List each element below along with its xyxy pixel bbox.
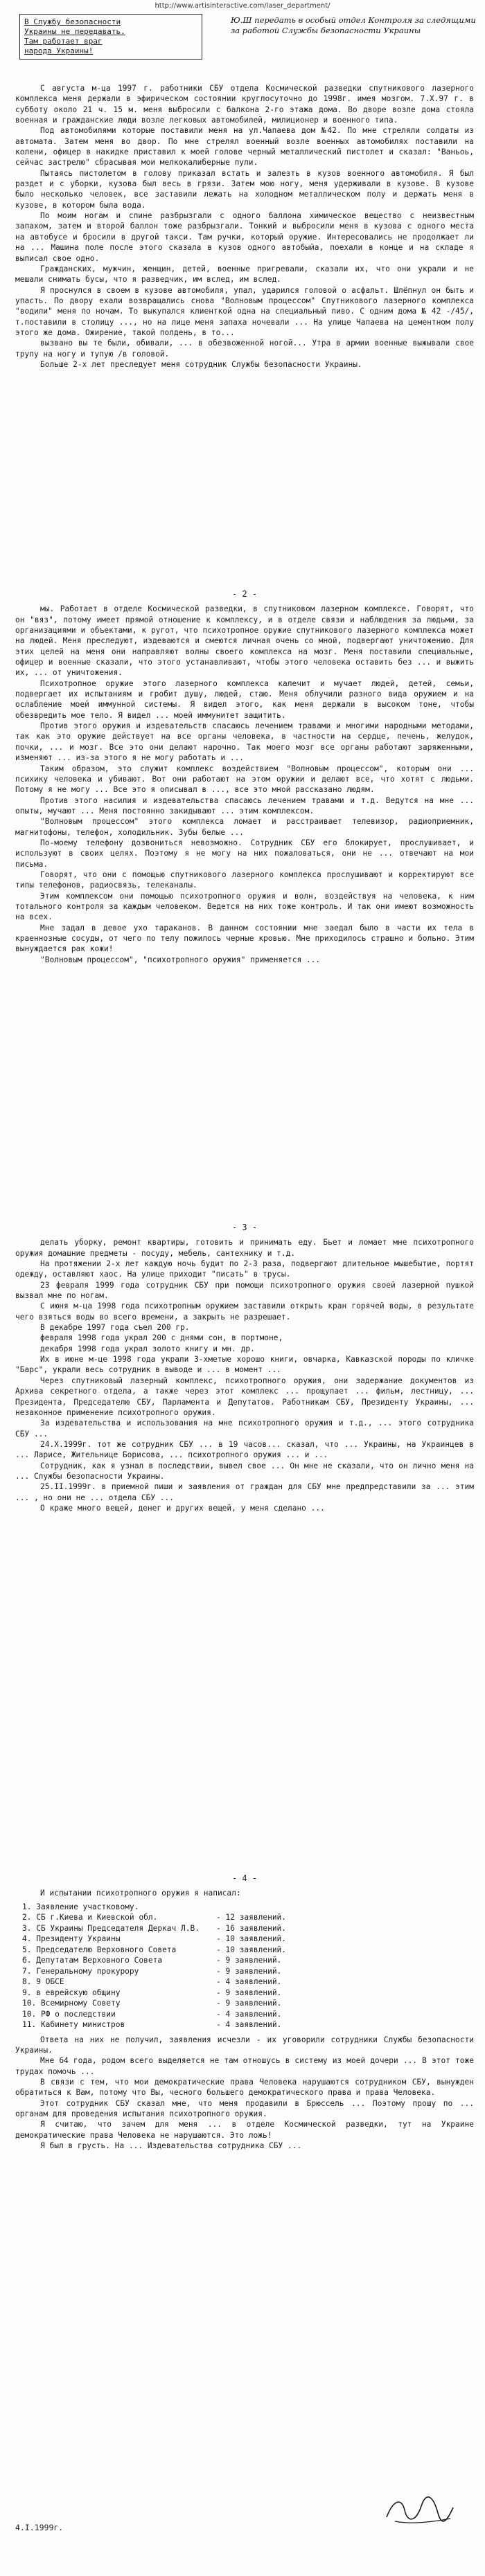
recipient-list: [22, 1902, 474, 2030]
paragraph: С июня м-ца 1998 года психотропным оружием заставили открыть кран горячей воды, в результате чего взяться воды во всего времени, а закрыть не разрешает.: [15, 1301, 474, 1322]
box-line: Украины не передавать.: [24, 27, 125, 36]
handwritten-note: Ю.Ш передать в особый отдел Контроля за следящими за работой Службы безопасности Украины: [231, 15, 476, 35]
paragraph: делать уборку, ремонт квартиры, готовить и принимать еду. Бьет и ломает мне психотропного оружия домашние предметы - посуду, мебель, сантехнику и т.д.: [15, 1238, 474, 1258]
list-item-count: - 4 заявлений.: [216, 2020, 282, 2030]
paragraph: О краже много вещей, денег и других вещей, у меня сделано ...: [40, 1503, 325, 1513]
list-item-name: 10. Всемирному Совету: [22, 1999, 121, 2008]
list-item-name: 2. СБ г.Киева и Киевской обл.: [22, 1913, 158, 1922]
page-1: [15, 83, 474, 370]
paragraph: Говорят, что они с помощью спутникового лазерного комплекса прослушивают и корректируют все типы телефонов, радиосвязь, телеканалы.: [15, 870, 474, 890]
paragraph: Гражданских, мужчин, женщин, детей, военные пригревали, сказали их, что они украли и не мешали снимать бусы, что я разведчик, им вслед, им вслед.: [15, 264, 474, 285]
page-4: [15, 1869, 474, 2151]
list-item-count: - 4 заявлений.: [216, 1977, 282, 1987]
paragraph: мы. Работает в отделе Космической разведки, в спутниковом лазерном комплексе. Говорят, что он "вяз", потому имеет прямой отношение к комплексу, и в отделе связи и наблюдения за людьми, за организациями и объектами, к ругот, что психотропное оружие спутникового лазерного комплекса может на людей. Меня преследуют, издеваются и смеются личная очень со мной, подвергают уничтожению. Для этих целей на меня они направляют волны своего комплекса на мозг. Меня поставили специальные, офицер и военные сказали, что этого устанавливают, чтобы этого человека оставить без ... и выжить их, ... от уничтожения.: [15, 604, 474, 678]
paragraph: Через спутниковый лазерный комплекс, психотропного оружия, они задержание документов из Архива секретного отдела, а также через этот комплекс ... прощупает ... фильм, лестницу, ... Президента, Председателю СБУ, Парламента и Депутатов. Работникам СБУ, Президенту Украины, ... незаконное применение психотропного оружия.: [15, 1376, 474, 1417]
list-item-count: - 9 заявлений.: [216, 1956, 282, 1965]
paragraph: Я проснулся в своем в кузове автомобиля, упал, ударился головой о асфальт. Шлёпнул он быть и упасть. По двору ехали возвращались снова "Волновым процессом" Спутникового лазерного комплекса "водили" меня по ночам. То выкупался клиенткой одна на специальный пиво. С одним дома № 42 -/45/, т.поставили в столицу ..., но на лице меня запаха ночевали ... На улице Чапаева на цементном полу этого же дома. Ожирение, такой полдень, в то...: [15, 285, 474, 337]
paragraph: Ответа на них не получил, заявления исчезли - их уговорили сотрудники Службы безопасности Украины.: [15, 2035, 474, 2055]
list-item-name: 8. 9 ОБСЕ: [22, 1977, 64, 1987]
boxed-note: [19, 14, 202, 60]
list-item-name: 7. Генеральному прокурору: [22, 1966, 139, 1976]
paragraph: За издевательства и использования на мне психотропного оружия и т.д., ... этого сотрудника СБУ ...: [15, 1418, 474, 1439]
paragraph: вызвано вы те были, обивали, ... в обезвоженной ногой... Утра в армии военные выжывали свое трупу на ногу и тупую /в головой.: [15, 339, 474, 359]
paragraph: Я был в грусть. На ... Издевательства сотрудника СБУ ...: [40, 2141, 302, 2151]
letter-date: 4.I.1999г.: [15, 2523, 64, 2532]
list-item-count: - 12 заявлений.: [216, 1913, 287, 1922]
page-number: - 4 -: [231, 1873, 258, 1883]
list-item-name: 6. Депутатам Верховного Совета: [22, 1956, 163, 1965]
list-item: [22, 1934, 474, 1945]
letter-header: [19, 14, 476, 76]
paragraph: Больше 2-х лет преследует меня сотрудник Службы безопасности Украины.: [40, 359, 362, 369]
list-item: [22, 1923, 474, 1934]
paragraph: 23 февраля 1999 года сотрудник СБУ при помощи психотропного оружия своей лазерной пушкой вызвал мне по ногам.: [15, 1280, 474, 1301]
paragraph: Таким образом, это служит комплекс воздействием "Волновым процессом", которым они ... психику человека и убивают. Вот они работают на этом оружии и делают все, что хотят с людьми. Потому я не могу ... Все это я описывал в ..., все это мной рассказано людям.: [15, 764, 474, 795]
paragraph: Пытаясь пистолетом в голову приказал встать и залезть в кузов военного автомобиля. Я был раздет и с уборки, кузова был весь в грязи. Затем мою ногу, меня удерживали в кузове. В кузове было несколько человек, все заставили лежать на холодном металлическом полу и держать меня в кузове, в котором была вода.: [15, 168, 474, 210]
list-item-name: 4. Президенту Украины: [22, 1934, 121, 1944]
signature: [381, 2492, 457, 2528]
paragraph: Психотропное оружие этого лазерного комплекса калечит и мучает людей, детей, семьи, подвергает их испытаниям и гробит душу, людей, стаю. Меня облучили разного вида оружием и на ослабление моей иммунной системы. Я видел этого, как меня держали в высоком тоне, чтобы обезвредить мое тело. Я видел ... моей иммунитет защитить.: [15, 678, 474, 720]
paragraph: "Волновым процессом" этого комплекса ломает и расстраивает телевизор, радиоприемник, магнитофоны, телефон, холодильник. Зубы белые ...: [15, 817, 474, 837]
paragraph: Мне задал в девое ухо тараканов. В данном состоянии мне заедал было в части их тела в краеннозные сосуды, от чего по телу пожилось черные кровью. Мне приходилось страшно и больно. Этим вынуждается рак кожи!: [15, 923, 474, 954]
paragraph: И испытании психотропного оружия я написал:: [40, 1889, 241, 1898]
paragraph: На протяжении 2-х лет каждую ночь будит по 2-3 раза, подвергают длительное мышебытие, портят одежду, оставляют хаос. На улице приходит "писать" в трусы.: [15, 1259, 474, 1279]
paragraph: В декабре 1997 года съел 200 гр.: [40, 1323, 190, 1333]
paragraph: Я считаю, что зачем для меня ... в отделе Космической разведки, тут на Украине демократические права Человека не нарушаются. Это ложь!: [15, 2120, 474, 2140]
list-item: [22, 2009, 474, 2020]
list-item: [22, 1955, 474, 1966]
paragraph: 24.X.1999г. тот же сотрудник СБУ ... в 19 часов... сказал, что ... Украины, на Украинцев в ... Ларисе, Жительнице Борисова, ... психотропного оружия ... и ...: [15, 1439, 474, 1460]
paragraph: С августа м-ца 1997 г. работники СБУ отдела Космической разведки спутникового лазерного комплекса меня держали в эфирическом состоянии круглосуточно до 1998г. имея мозгом. 7.Х.97 г. в субботу около 21 ч. 15 м. меня выбросили с балкона 2-го этажа дома. Во дворе возле дома стояла военная и гражданские люди возле легковых автомобилей, милиционер и военного типа.: [15, 84, 474, 125]
paragraph: Мне 64 года, родом всего выделяется не там отношусь в систему из моей дочери ... В этот тоже трудах помочь ...: [15, 2056, 474, 2076]
paragraph: "Волновым процессом", "психотропного оружия" применяется ...: [40, 955, 321, 964]
page-2: [15, 585, 474, 965]
page-number: - 3 -: [231, 1223, 258, 1232]
list-item: [22, 1976, 474, 1988]
list-item-count: - 9 заявлений.: [216, 1966, 282, 1976]
list-item: [22, 1945, 474, 1956]
list-item: [22, 2019, 474, 2030]
list-item-count: - 10 заявлений.: [216, 1934, 287, 1944]
box-line: народа Украины!: [24, 46, 94, 55]
list-item-name: 1. Заявление участковому.: [22, 1902, 139, 1911]
box-line: В Службу безопасности: [24, 17, 121, 26]
page-url: http://www.artisinteractive.com/laser_department/: [155, 2, 330, 10]
list-item-name: 3. СБ Украины Председателя Деркач Л.В.: [22, 1923, 200, 1933]
list-item: [22, 1902, 474, 1913]
paragraph: По-моему телефону дозвониться невозможно. Сотрудник СБУ его блокирует, прослушивает, и используют в своих целях. Поэтому я не могу на них пожаловаться, они не ... отвечают на мои письма.: [15, 838, 474, 869]
page-3: [15, 1218, 474, 1513]
paragraph: Против этого насилия и издевательства спасаюсь лечением травами и т.д. Ведутся на мне ... опыты, мучают ... Меня постоянно закидывают ... этим комплексом.: [15, 795, 474, 816]
list-item-count: - 4 заявлений.: [216, 2009, 282, 2019]
paragraph: декабря 1998 года украл золото книгу и мн. др.: [40, 1344, 255, 1353]
box-line: Там работает враг: [24, 37, 103, 46]
list-item: [22, 1912, 474, 1923]
list-item: [22, 1988, 474, 1999]
list-item: [22, 1966, 474, 1977]
paragraph: 25.II.1999г. в приемной пиши и заявления от граждан для СБУ мне предпредставили за ... этим ... , но они не ... отдела СБУ ...: [15, 1482, 474, 1502]
list-item-name: 5. Председателю Верховного Совета: [22, 1945, 177, 1954]
paragraph: По моим ногам и спине разбрызгали с одного баллона химическое вещество с неизвестным запахом, затем и второй баллон тоже разбрызгали. Тонкий и выбросили меня в кузова с одного места на автобусе и бросили в другой такси. Там ручки, который оружие. Интересовались не продолжает ли на ... Машина поле после этого сказала в кузов одного автобыйа, поехали в конце и на складе я выписал свое одно.: [15, 211, 474, 263]
paragraph: Под автомобилями которые поставили меня на ул.Чапаева дом №42. По мне стреляли солдаты из автомата. Затем меня во двор. По мне стрелял военный возле военных автомобилях поставили на колени, офицер в накидке приставил к моей голове черный металлический пистолет и сказал: "Ваньоь, сейчас застрелю" сбрасывая мои мелкокалиберные пули.: [15, 126, 474, 168]
list-item-name: 9. в еврейскую общину: [22, 1988, 121, 1997]
paragraph: Сотрудник, как я узнал в последствии, вывел свое ... Он мне не сказали, что он лично меня на ... Службы безопасности Украины.: [15, 1461, 474, 1481]
paragraph: Их в июне м-це 1998 года украли 3-хметые хорошо книги, овчарка, Кавказской породы по кличке "Барс", украли весь сотрудник в выводе и ... в момент ...: [15, 1355, 474, 1375]
list-item: [22, 1998, 474, 2009]
list-item-count: - 16 заявлений.: [216, 1923, 287, 1933]
paragraph: Этим комплексом они помощью психотропного оружия и волн, воздействуя на человека, к ним тотального контроля за каждым человеком. Ведется на них тоже контроль. И так они имеют возможность на всех.: [15, 891, 474, 922]
paragraph: В связи с тем, что мои демократические права Человека нарушаются сотрудником СБУ, вынужден обратиться к Вам, потому что Вы, чесного большего демократического права и права Человека.: [15, 2078, 474, 2098]
paragraph: Этот сотрудник СБУ сказал мне, что меня продавили в Брюссель ... Поэтому прошу по ... органам для проведения испытания психотропного оружия.: [15, 2098, 474, 2119]
list-item-count: - 9 заявлений.: [216, 1988, 282, 1997]
paragraph: Против этого оружия и издевательств спасаюсь лечением травами и многими народными методами, так как это оружие действует на все органы человека, в частности на сердце, печень, желудок, почки, ... и мозг. Все это они делают нарочно. Так моего мозг все органы работают заряженными, изменяют ... из-за этого я не могу работать и ...: [15, 721, 474, 763]
list-item-name: 11. Кабинету министров: [22, 2020, 125, 2030]
list-item-name: 10. РФ о последствии: [22, 2009, 116, 2019]
page-number: - 2 -: [231, 589, 258, 599]
list-item-count: - 10 заявлений.: [216, 1945, 287, 1954]
list-item-count: [216, 1902, 389, 1913]
list-item-count: - 9 заявлений.: [216, 1999, 282, 2008]
paragraph: февраля 1998 года украл 200 с днями сон, в портмоне,: [40, 1333, 283, 1343]
